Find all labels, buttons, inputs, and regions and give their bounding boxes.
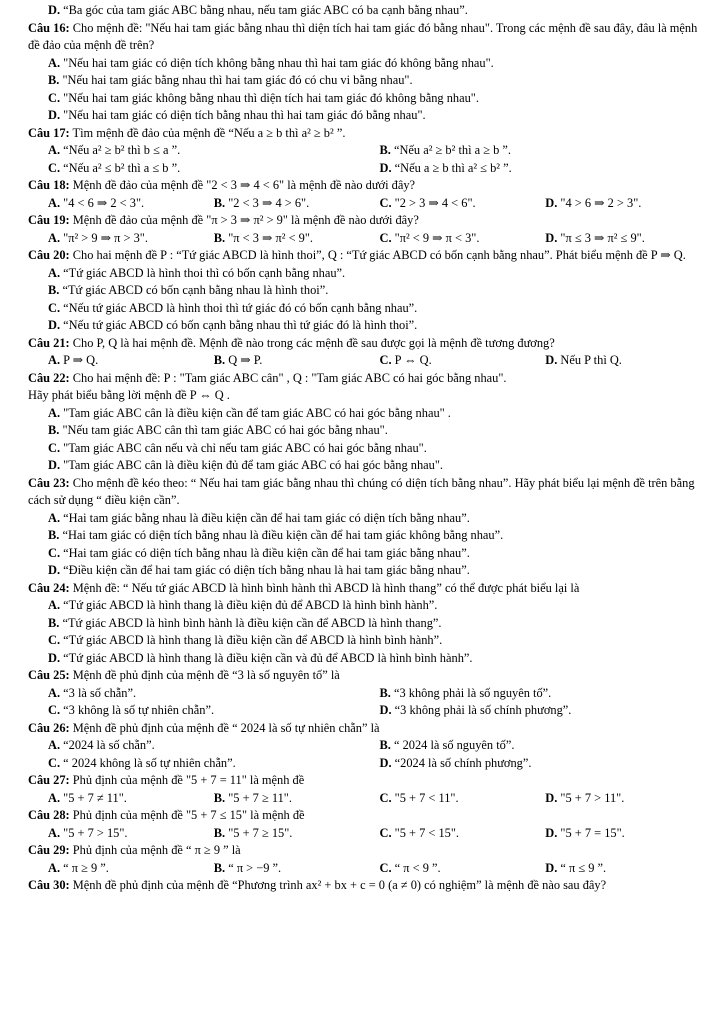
option-text: “Tứ giác ABCD là hình bình hành là điều kiện cần để ABCD là hình thang”. <box>62 615 442 630</box>
question-text: Mệnh đề phủ định của mệnh đề “Phương trình ax² + bx + c = 0 (a ≠ 0) có nghiệm” là mệnh đề nào sau đây? <box>72 878 607 892</box>
answer-option <box>380 142 712 160</box>
option-text: “Tứ giác ABCD là hình thang là điều kiện cần để ABCD là hình bình hành”. <box>63 633 443 647</box>
option-label: A. <box>48 685 61 700</box>
option-text: "5 + 7 ≥ 15". <box>228 825 293 840</box>
answer-option <box>214 195 380 213</box>
option-label: C. <box>48 300 61 315</box>
option-label: D. <box>545 195 558 210</box>
question-stem <box>28 580 711 598</box>
question-number: Câu 20: <box>28 248 70 262</box>
option-text: “Ba góc của tam giác ABC bằng nhau, nếu tam giác ABC có ba cạnh bằng nhau”. <box>63 3 468 17</box>
question-stem <box>28 772 711 790</box>
answer-option-row <box>28 702 711 720</box>
option-label: C. <box>48 545 61 560</box>
answer-option <box>48 790 214 808</box>
answer-option <box>380 160 712 178</box>
answer-option-row <box>28 790 711 808</box>
option-text: “Tứ giác ABCD là hình thoi thì có bốn cạnh bằng nhau”. <box>63 265 346 280</box>
option-text: "4 < 6 ⇒ 2 < 3". <box>63 195 145 210</box>
option-label: A. <box>48 143 61 157</box>
option-label: D. <box>48 563 61 577</box>
question-stem <box>28 247 711 265</box>
answer-option <box>28 510 711 528</box>
answer-option <box>28 265 711 283</box>
option-text: "2 > 3 ⇒ 4 < 6". <box>394 195 476 210</box>
answer-option <box>48 160 380 178</box>
question-stem <box>28 177 711 195</box>
option-label: A. <box>48 265 61 280</box>
question-number: Câu 26: <box>28 720 70 735</box>
answer-option <box>28 282 711 300</box>
answer-option <box>380 352 546 370</box>
option-text: P ⇒ Q. <box>63 353 99 367</box>
option-text: “ π ≥ 9 ”. <box>63 860 109 875</box>
question-number: Câu 21: <box>28 335 70 350</box>
answer-option <box>48 685 380 703</box>
option-label: C. <box>48 160 61 175</box>
option-text: "4 > 6 ⇒ 2 > 3". <box>560 195 642 210</box>
answer-option <box>28 615 711 633</box>
option-label: B. <box>48 528 60 542</box>
answer-option <box>48 755 380 773</box>
answer-option <box>28 72 711 90</box>
answer-option <box>380 702 712 720</box>
option-text: “Hai tam giác có diện tích bằng nhau là điều kiện cần để hai tam giác không bằng nhau”. <box>62 528 504 542</box>
option-label: C. <box>379 790 392 805</box>
option-text: “Điều kiện cần để hai tam giác có diện tích bằng nhau là hai tam giác bằng nhau”. <box>63 563 470 577</box>
option-text: "π < 3 ⇒ π² < 9". <box>228 230 314 245</box>
option-text: "Tam giác ABC cân là điều kiện đủ để tam giác ABC có hai góc bằng nhau". <box>63 458 443 472</box>
answer-option-row <box>28 755 711 773</box>
option-label: C. <box>379 860 392 875</box>
option-text: “ π ≤ 9 ”. <box>560 860 607 875</box>
option-text: “2024 là số chẵn”. <box>63 738 155 752</box>
question-number: Câu 27: <box>28 773 70 787</box>
option-text: "5 + 7 ≥ 11". <box>228 790 292 805</box>
answer-option <box>545 790 711 808</box>
question-number: Câu 29: <box>28 843 70 857</box>
answer-option <box>214 352 380 370</box>
option-text: "Nếu tam giác ABC cân thì tam giác ABC có hai góc bằng nhau". <box>62 423 388 437</box>
option-text: “Tứ giác ABCD có bốn cạnh bằng nhau là hình thoi”. <box>62 283 329 297</box>
answer-option <box>28 650 711 668</box>
option-text: Q ⇒ P. <box>228 353 263 367</box>
question-stem <box>28 475 711 510</box>
option-text: “Nếu a ≥ b thì a² ≤ b² ”. <box>394 160 512 175</box>
answer-option <box>380 825 546 843</box>
option-label: B. <box>213 230 226 245</box>
answer-option <box>48 195 214 213</box>
option-text: Nếu P thì Q. <box>560 353 622 367</box>
option-label: B. <box>48 615 60 630</box>
answer-option-row <box>28 160 711 178</box>
answer-option <box>380 790 546 808</box>
question-number: Câu 19: <box>28 213 70 227</box>
option-text: "5 + 7 = 15". <box>560 825 625 840</box>
answer-option <box>214 825 380 843</box>
option-label: B. <box>213 825 226 840</box>
option-label: D. <box>379 755 392 770</box>
option-label: A. <box>48 510 61 525</box>
answer-option <box>380 230 546 248</box>
answer-option <box>48 825 214 843</box>
answer-option <box>28 317 711 335</box>
option-label: D. <box>379 703 392 717</box>
option-text: “Nếu a² ≥ b² thì b ≤ a ”. <box>63 143 181 157</box>
question-stem <box>28 807 711 825</box>
option-label: B. <box>379 738 391 752</box>
option-text: "Tam giác ABC cân nếu và chỉ nếu tam giác ABC có hai góc bằng nhau". <box>63 440 427 455</box>
answer-option-row <box>28 142 711 160</box>
answer-option <box>545 195 711 213</box>
question-stem <box>28 20 711 55</box>
option-label: B. <box>48 73 60 87</box>
question-stem <box>28 877 711 895</box>
answer-option-row <box>28 737 711 755</box>
question-text: Mệnh đề: “ Nếu tứ giác ABCD là hình bình hành thì ABCD là hình thang” có thể được phát biểu lại là <box>72 580 580 595</box>
answer-option <box>28 457 711 475</box>
option-label: B. <box>213 790 226 805</box>
question-stem <box>28 667 711 685</box>
option-label: D. <box>379 160 392 175</box>
option-text: “3 không là số tự nhiên chẵn”. <box>63 703 215 717</box>
answer-option <box>380 195 546 213</box>
option-text: "Nếu hai tam giác bằng nhau thì hai tam giác đó có chu vi bằng nhau". <box>62 73 413 87</box>
answer-option-row <box>28 230 711 248</box>
answer-option <box>214 860 380 878</box>
option-label: B. <box>48 283 60 297</box>
question-number: Câu 22: <box>28 370 70 385</box>
option-label: D. <box>545 353 558 367</box>
question-text: Mệnh đề đảo của mệnh đề "2 < 3 ⇒ 4 < 6" là mệnh đề nào dưới đây? <box>72 178 416 192</box>
answer-option <box>28 55 711 73</box>
question-text: Phủ định của mệnh đề "5 + 7 = 11" là mệnh đề <box>72 773 305 787</box>
answer-option <box>380 737 712 755</box>
option-label: C. <box>48 90 61 105</box>
option-label: A. <box>48 790 61 805</box>
answer-option <box>28 527 711 545</box>
answer-option <box>28 422 711 440</box>
option-text: “ 2024 không là số tự nhiên chẵn”. <box>63 755 236 770</box>
option-text: "2 < 3 ⇒ 4 > 6". <box>228 195 310 210</box>
answer-option <box>48 142 380 160</box>
question-number: Câu 23: <box>28 475 70 490</box>
question-text: Cho P, Q là hai mệnh đề. Mệnh đề nào trong các mệnh đề sau được gọi là mệnh đề tương đương? <box>72 335 555 350</box>
answer-option <box>48 230 214 248</box>
option-label: B. <box>213 860 226 875</box>
question-number: Câu 25: <box>28 668 70 682</box>
option-label: C. <box>48 703 61 717</box>
option-label: D. <box>48 108 61 122</box>
question-stem <box>28 212 711 230</box>
option-label: A. <box>48 55 61 70</box>
option-text: “Hai tam giác bằng nhau là điều kiện cần để hai tam giác có diện tích bằng nhau”. <box>63 510 470 525</box>
option-label: B. <box>379 143 391 157</box>
option-text: "Nếu hai tam giác có diện tích không bằng nhau thì hai tam giác đó không bằng nhau". <box>63 55 494 70</box>
answer-option <box>28 405 711 423</box>
option-text: "5 + 7 < 11". <box>394 790 459 805</box>
option-text: “Nếu a² ≥ b² thì a ≥ b ”. <box>393 143 512 157</box>
option-label: A. <box>48 405 61 420</box>
question-number: Câu 17: <box>28 125 70 140</box>
option-text: "π ≤ 3 ⇒ π² ≤ 9". <box>560 230 645 245</box>
answer-option <box>28 440 711 458</box>
answer-option <box>380 755 712 773</box>
question-text: Cho hai mệnh đề P : “Tứ giác ABCD là hình thoi”, Q : “Tứ giác ABCD có bốn cạnh bằng nhau”. Phát biểu mệnh đề P ⇒ Q. <box>72 248 686 262</box>
option-label: D. <box>545 790 558 805</box>
option-label: C. <box>379 195 392 210</box>
answer-option-row <box>28 685 711 703</box>
option-label: A. <box>48 825 61 840</box>
answer-option <box>28 300 711 318</box>
answer-option-row <box>28 352 711 370</box>
option-label: A. <box>48 860 61 875</box>
question-text: Cho mệnh đề: "Nếu hai tam giác bằng nhau thì diện tích hai tam giác đó bằng nhau". Trong các mệnh đề sau đây, đâu là mệnh đề đảo của mệnh đề trên? <box>28 20 698 52</box>
answer-option <box>28 107 711 125</box>
answer-option-row <box>28 825 711 843</box>
option-text: "Nếu hai tam giác không bằng nhau thì diện tích hai tam giác đó không bằng nhau". <box>63 90 479 105</box>
answer-option-row <box>28 195 711 213</box>
answer-option-row <box>28 860 711 878</box>
question-text: Cho mệnh đề kéo theo: “ Nếu hai tam giác bằng nhau thì chúng có diện tích bằng nhau”. Hãy phát biểu lại mệnh đề trên bằng cách sử dụng “ điều kiện cần”. <box>28 475 695 507</box>
option-text: “ 2024 là số nguyên tố”. <box>393 738 515 752</box>
option-label: A. <box>48 195 61 210</box>
option-text: "Tam giác ABC cân là điều kiện cần để tam giác ABC có hai góc bằng nhau" . <box>63 405 451 420</box>
answer-option <box>380 685 712 703</box>
answer-option <box>48 352 214 370</box>
option-text: "π² < 9 ⇒ π < 3". <box>394 230 480 245</box>
answer-option <box>28 2 711 20</box>
question-stem <box>28 125 711 143</box>
option-text: "5 + 7 > 15". <box>63 825 128 840</box>
option-label: C. <box>379 825 392 840</box>
option-label: D. <box>48 458 61 472</box>
option-label: D. <box>545 825 558 840</box>
option-label: A. <box>48 230 61 245</box>
question-text: Tìm mệnh đề đảo của mệnh đề “Nếu a ≥ b thì a² ≥ b² ”. <box>72 125 346 140</box>
option-text: “Nếu tứ giác ABCD có bốn cạnh bằng nhau thì tứ giác đó là hình thoi”. <box>63 318 418 332</box>
question-number: Câu 30: <box>28 878 70 892</box>
option-text: P ⇔ Q. <box>394 353 432 367</box>
option-label: D. <box>545 860 558 875</box>
answer-option <box>545 825 711 843</box>
question-number: Câu 28: <box>28 808 70 822</box>
option-label: B. <box>213 353 226 367</box>
answer-option <box>380 860 546 878</box>
option-label: C. <box>379 353 392 367</box>
option-text: “Tứ giác ABCD là hình thang là điều kiện đủ để ABCD là hình bình hành”. <box>63 598 438 612</box>
question-number: Câu 24: <box>28 580 70 595</box>
option-text: “Nếu a² ≤ b² thì a ≤ b ”. <box>63 160 181 175</box>
option-text: “2024 là số chính phương”. <box>394 755 532 770</box>
question-stem <box>28 335 711 353</box>
option-label: B. <box>213 195 226 210</box>
question-stem <box>28 370 711 388</box>
option-label: A. <box>48 738 61 752</box>
question-text: Phủ định của mệnh đề “ π ≥ 9 ” là <box>72 843 241 857</box>
option-label: B. <box>379 685 391 700</box>
question-text: Mệnh đề phủ định của mệnh đề “3 là số nguyên tố” là <box>72 668 340 682</box>
option-text: “3 không phải là số nguyên tố”. <box>393 685 552 700</box>
answer-option <box>545 230 711 248</box>
option-text: "5 + 7 > 11". <box>560 790 625 805</box>
answer-option <box>28 562 711 580</box>
option-text: “ π < 9 ”. <box>394 860 441 875</box>
question-number: Câu 18: <box>28 178 70 192</box>
option-text: "5 + 7 ≠ 11". <box>63 790 127 805</box>
option-text: “Tứ giác ABCD là hình thang là điều kiện cần và đủ để ABCD là hình bình hành”. <box>63 650 473 665</box>
question-text: Hãy phát biểu bằng lời mệnh đề P ⇔ Q . <box>28 388 230 402</box>
answer-option <box>28 90 711 108</box>
answer-option <box>28 597 711 615</box>
option-label: D. <box>48 3 61 17</box>
option-label: A. <box>48 598 61 612</box>
option-text: "5 + 7 < 15". <box>394 825 460 840</box>
option-label: C. <box>379 230 392 245</box>
question-text: Mệnh đề đảo của mệnh đề "π > 3 ⇒ π² > 9" là mệnh đề nào dưới đây? <box>72 213 419 227</box>
option-label: A. <box>48 353 61 367</box>
option-text: “Hai tam giác có diện tích bằng nhau là điều kiện cần để hai tam giác bằng nhau”. <box>63 545 470 560</box>
question-text: Cho hai mệnh đề: P : "Tam giác ABC cân" , Q : "Tam giác ABC có hai góc bằng nhau". <box>72 370 507 385</box>
option-text: "Nếu hai tam giác có diện tích bằng nhau thì hai tam giác đó bằng nhau". <box>63 108 426 122</box>
question-stem <box>28 720 711 738</box>
answer-option <box>48 860 214 878</box>
option-label: D. <box>48 650 61 665</box>
question-stem <box>28 842 711 860</box>
option-text: “Nếu tứ giác ABCD là hình thoi thì tứ giác đó có bốn cạnh bằng nhau”. <box>63 300 418 315</box>
answer-option <box>48 737 380 755</box>
answer-option <box>545 860 711 878</box>
question-text: Mệnh đề phủ định của mệnh đề “ 2024 là số tự nhiên chẵn” là <box>72 720 380 735</box>
option-label: C. <box>48 755 61 770</box>
option-label: D. <box>48 318 61 332</box>
answer-option <box>28 632 711 650</box>
answer-option <box>48 702 380 720</box>
option-label: D. <box>545 230 558 245</box>
option-text: “3 không phải là số chính phương”. <box>394 703 572 717</box>
question-number: Câu 16: <box>28 20 70 35</box>
question-text: Phủ định của mệnh đề "5 + 7 ≤ 15" là mệnh đề <box>72 808 305 822</box>
option-text: “ π > −9 ”. <box>228 860 282 875</box>
option-label: B. <box>48 423 60 437</box>
answer-option <box>28 545 711 563</box>
answer-option <box>214 790 380 808</box>
option-label: C. <box>48 440 61 455</box>
option-text: “3 là số chẵn”. <box>63 685 137 700</box>
answer-option <box>545 352 711 370</box>
answer-option <box>214 230 380 248</box>
option-text: "π² > 9 ⇒ π > 3". <box>63 230 148 245</box>
option-label: C. <box>48 633 61 647</box>
